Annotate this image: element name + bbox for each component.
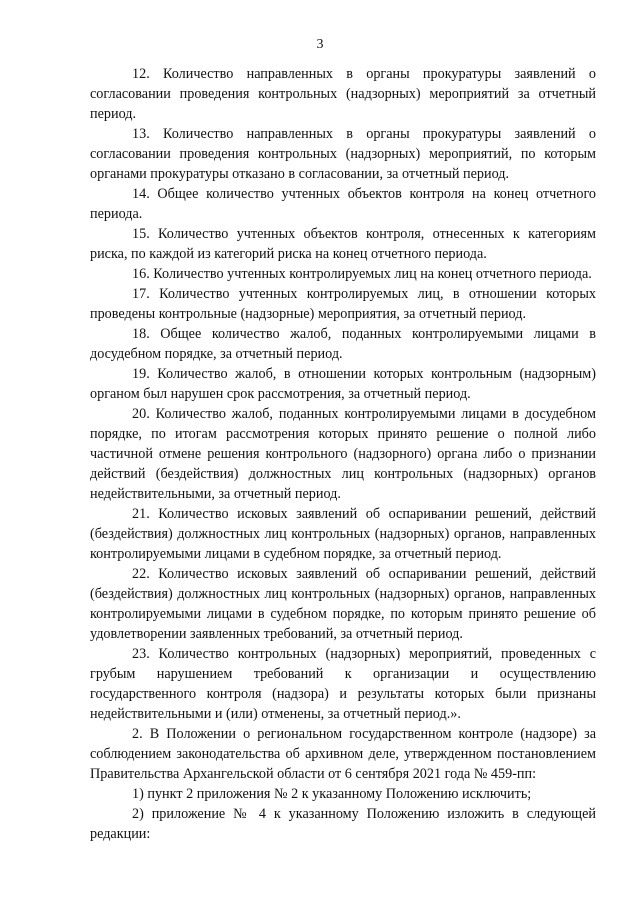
paragraph-section-2: 2. В Положении о региональном государственном контроле (надзоре) за соблюдением законодательства об архивном деле, утвержденном постановлением Правительства Архангельской области от 6 сентября 2021 года № 459-пп: [90, 726, 596, 782]
paragraph-item-14: 14. Общее количество учтенных объектов контроля на конец отчетного периода. [90, 186, 596, 222]
paragraph-item-16: 16. Количество учтенных контролируемых лиц на конец отчетного периода. [132, 266, 592, 282]
paragraph-item-15: 15. Количество учтенных объектов контроля, отнесенных к категориям риска, по каждой из категорий риска на конец отчетного периода. [90, 226, 596, 262]
paragraph-item-21: 21. Количество исковых заявлений об оспаривании решений, действий (бездействия) должностных лиц контрольных (надзорных) органов, направленных контролируемыми лицами в судебном порядке, за отчетный период. [90, 506, 596, 562]
paragraph-item-17: 17. Количество учтенных контролируемых лиц, в отношении которых проведены контрольные (надзорные) мероприятия, за отчетный период. [90, 286, 596, 322]
paragraph-item-12: 12. Количество направленных в органы прокуратуры заявлений о согласовании проведения контрольных (надзорных) мероприятий за отчетный период. [90, 66, 596, 122]
document-body [90, 64, 596, 844]
paragraph-item-18: 18. Общее количество жалоб, поданных контролируемыми лицами в досудебном порядке, за отчетный период. [90, 326, 596, 362]
paragraph-item-13: 13. Количество направленных в органы прокуратуры заявлений о согласовании проведения контрольных (надзорных) мероприятий, по которым органами прокуратуры отказано в согласовании, за отчетный период. [90, 126, 596, 182]
paragraph-subitem-1: 1) пункт 2 приложения № 2 к указанному Положению исключить; [132, 786, 532, 802]
paragraph-item-23: 23. Количество контрольных (надзорных) мероприятий, проведенных с грубым нарушением требований к организации и осуществлению государственного контроля (надзора) и результаты которых были признаны недействительными и (или) отменены, за отчетный период.». [90, 646, 596, 722]
paragraph-item-20: 20. Количество жалоб, поданных контролируемыми лицами в досудебном порядке, по итогам рассмотрения которых принято решение о полной либо частичной отмене решения контрольного (надзорного) органа либо о признании действий (бездействия) должностных лиц контрольных (надзорных) органов недействительными, за отчетный период. [90, 406, 596, 502]
paragraph-item-19: 19. Количество жалоб, в отношении которых контрольным (надзорным) органом был нарушен срок рассмотрения, за отчетный период. [90, 366, 596, 402]
paragraph-item-22: 22. Количество исковых заявлений об оспаривании решений, действий (бездействия) должностных лиц контрольных (надзорных) органов, направленных контролируемыми лицами в судебном порядке, по которым принято решение об удовлетворении заявленных требований, за отчетный период. [90, 566, 596, 642]
page-number: 3 [316, 37, 324, 52]
paragraph-subitem-2: 2) приложение № 4 к указанному Положению изложить в следующей редакции: [90, 806, 596, 842]
